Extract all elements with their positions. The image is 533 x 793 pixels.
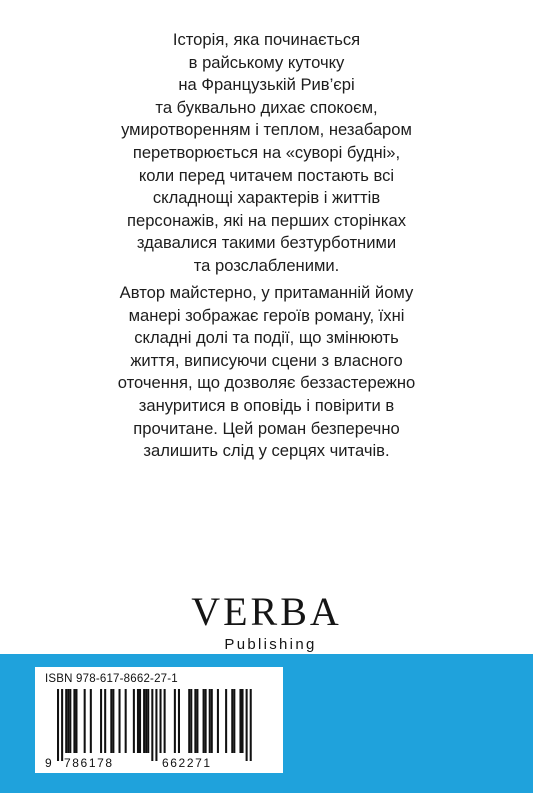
blurb-line: залишить слід у серцях читачів.	[143, 441, 390, 461]
barcode-block	[35, 667, 283, 773]
blurb-line: зануритися в оповідь і повірити в	[138, 395, 395, 415]
barcode-bar	[69, 689, 71, 753]
blurb-line: манері зображає героїв роману, їхні	[128, 305, 405, 325]
barcode-bar	[164, 689, 166, 753]
blurb-line: оточення, що дозволяє беззастережно	[117, 373, 416, 393]
barcode-bar	[119, 689, 121, 753]
barcode-bar	[225, 689, 227, 753]
barcode-bar	[203, 689, 205, 753]
blurb-line: здавалися такими безтурботними	[136, 233, 397, 253]
blurb-line: Історія, яка починається	[172, 30, 361, 49]
blurb-line: в райському куточку	[188, 52, 345, 72]
barcode-bar	[147, 689, 149, 753]
barcode-bar	[67, 689, 69, 753]
blurb-line: умиротворенням і теплом, незабаром	[121, 120, 412, 140]
blurb-line: складнощі характерів і життів	[152, 188, 381, 208]
barcode-bar	[84, 689, 86, 753]
barcode-bar	[65, 689, 67, 753]
barcode-bar	[209, 689, 211, 753]
barcode-bar	[110, 689, 112, 753]
isbn-label: ISBN 978-617-8662-27-1	[45, 673, 178, 685]
barcode-bar	[211, 689, 213, 753]
barcode-bar	[75, 689, 77, 753]
barcode-bar	[139, 689, 141, 753]
barcode-bar	[250, 689, 252, 761]
barcode-bar	[217, 689, 219, 753]
blurb-line: складні долі та події, що змінюють	[134, 328, 399, 348]
barcode-bar	[151, 689, 153, 761]
publisher-logo: VERBA	[191, 589, 342, 634]
ean-first-digit: 9	[45, 756, 54, 770]
barcode-bar	[125, 689, 127, 753]
barcode-bar	[100, 689, 102, 753]
blurb-paragraph-1	[0, 29, 533, 278]
barcode-bar	[145, 689, 147, 753]
blurb-line: та буквально дихає спокоєм,	[155, 97, 378, 117]
barcode-bar	[196, 689, 198, 753]
publisher-subtitle: Publishing	[224, 636, 317, 653]
blurb-line: перетворюється на «суворі будні»,	[132, 142, 401, 162]
barcode-bar	[239, 689, 241, 753]
barcode-bar	[190, 689, 192, 753]
blurb-line: прочитане. Цей роман безперечно	[133, 418, 400, 438]
barcode-bar	[112, 689, 114, 753]
barcode-bar	[57, 689, 59, 761]
barcode-bar	[90, 689, 92, 753]
barcode-bar	[242, 689, 244, 753]
barcode-bar	[104, 689, 106, 753]
barcode-bar	[133, 689, 135, 753]
blurb-line: та розслабленими.	[193, 255, 340, 275]
barcode-bar	[188, 689, 190, 753]
barcode-bar	[178, 689, 180, 753]
barcode-bar	[194, 689, 196, 753]
blurb-line: на Французькій Рив’єрі	[178, 75, 355, 95]
barcode-bar	[73, 689, 75, 753]
barcode-bar	[246, 689, 248, 761]
blurb-paragraph-2	[0, 282, 533, 463]
barcode-bar	[61, 689, 63, 761]
barcode-bar	[231, 689, 233, 753]
barcode-bar	[174, 689, 176, 753]
ean-right-group: 662271	[162, 756, 212, 770]
blurb-line: коли перед читачем постають всі	[138, 165, 395, 185]
barcode-bar	[155, 689, 157, 761]
barcode-bar	[137, 689, 139, 753]
barcode-bar	[143, 689, 145, 753]
barcode-bar	[160, 689, 162, 753]
blurb-line: персонажів, які на перших сторінках	[126, 210, 406, 230]
ean-left-group: 786178	[64, 756, 114, 770]
barcode-bar	[233, 689, 235, 753]
blurb-line: Автор майстерно, у притаманній йому	[119, 283, 414, 302]
barcode-bar	[205, 689, 207, 753]
blurb-line: життя, виписуючи сцени з власного	[130, 350, 403, 370]
